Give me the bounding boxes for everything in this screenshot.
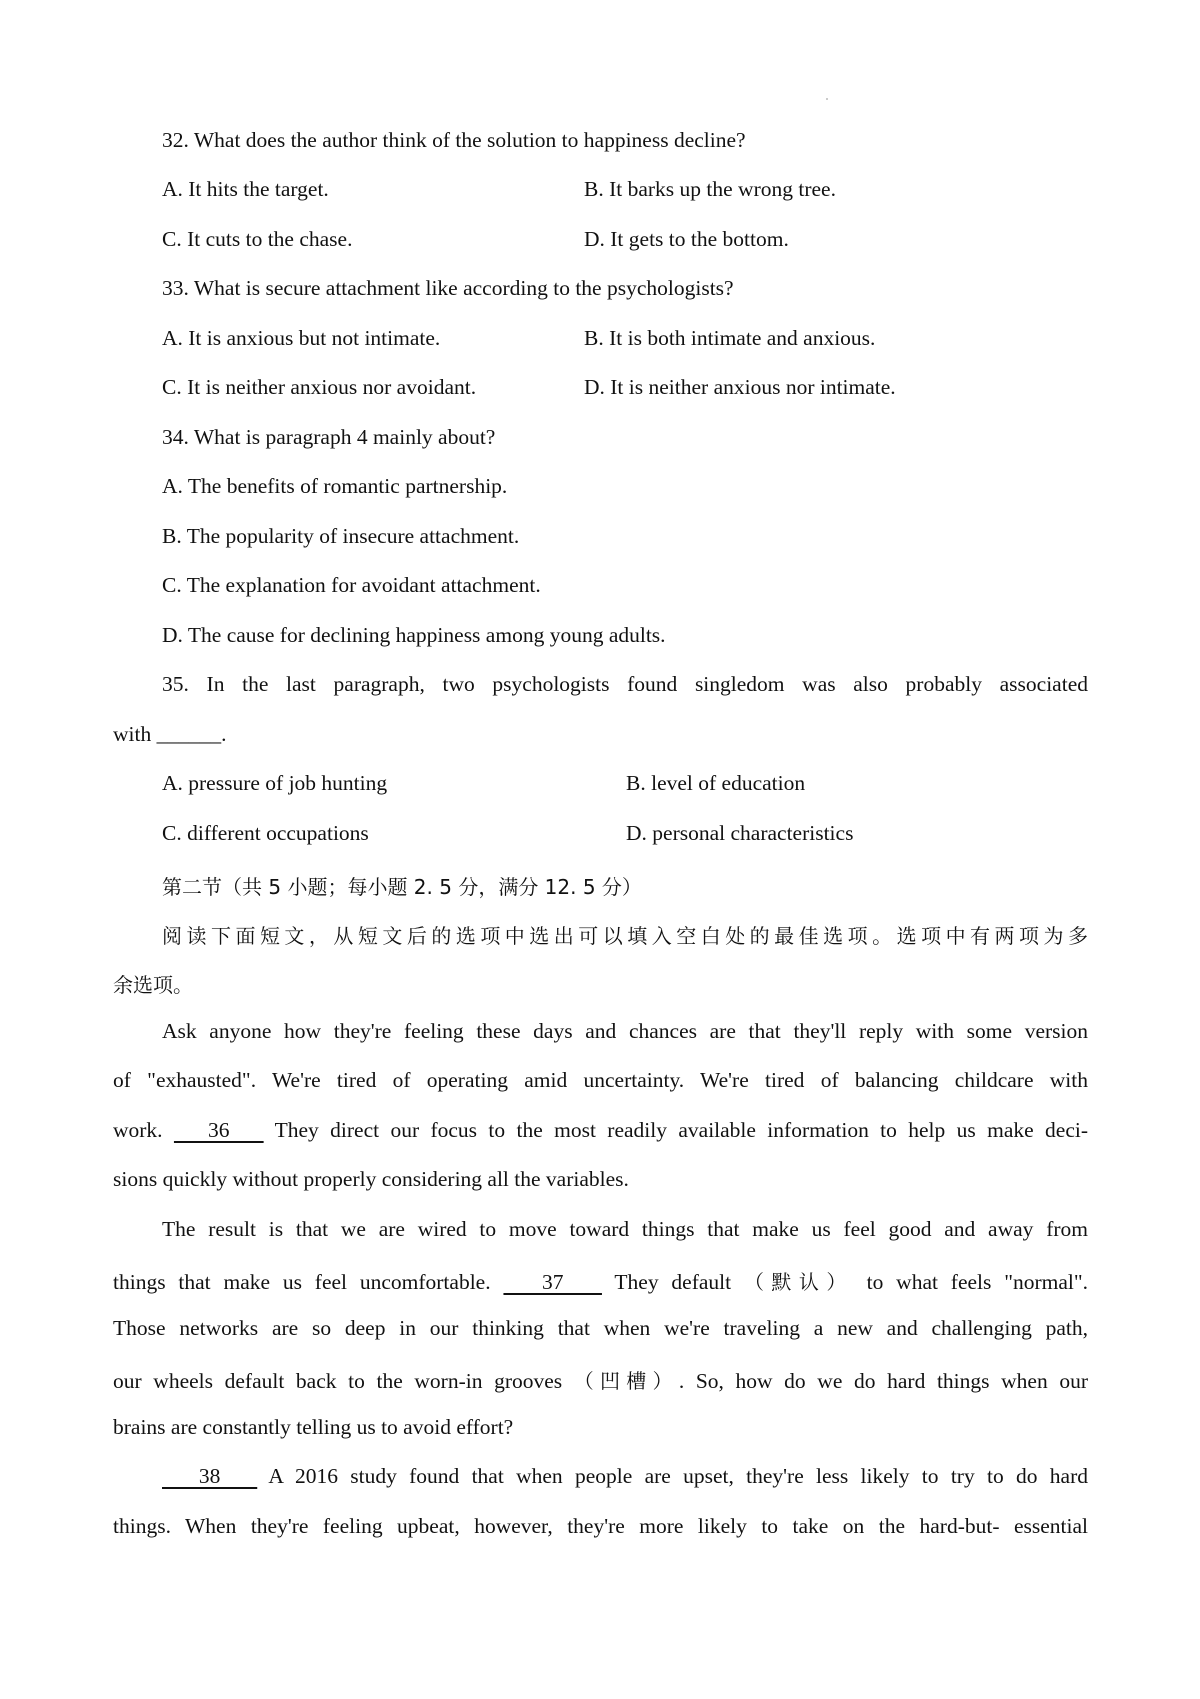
passage-p2-line1: The result is that we are wired to move toward things that make us feel good and away from <box>162 1217 1088 1241</box>
question-33-option-a: A. It is anxious but not intimate. <box>162 326 441 350</box>
question-33-stem: 33. What is secure attachment like according to the psychologists? <box>162 276 734 300</box>
section-2-instruction-line1: 阅读下面短文，从短文后的选项中选出可以填入空白处的最佳选项。选项中有两项为多 <box>162 924 1088 948</box>
question-35-with: with <box>113 722 152 746</box>
passage-p2-line4-start: our wheels default back to the worn-in grooves <box>113 1369 563 1393</box>
question-33-option-b: B. It is both intimate and anxious. <box>584 326 876 350</box>
passage-p2-line2 <box>113 1266 1088 1295</box>
question-34-stem: 34. What is paragraph 4 mainly about? <box>162 425 496 449</box>
blank-38: 38 <box>162 1464 258 1488</box>
passage-p1-line1: Ask anyone how they're feeling these days and chances are that they'll reply with some version <box>162 1019 1088 1043</box>
blank-36: 36 <box>173 1118 264 1142</box>
passage-p1-line3-rest: They direct our focus to the most readily available information to help us make deci- <box>274 1118 1089 1142</box>
passage-p1-line4: sions quickly without properly considering all the variables. <box>113 1167 629 1191</box>
question-35-option-b: B. level of education <box>626 771 806 795</box>
passage-p2-line2-start: things that make us feel uncomfortable. <box>113 1270 491 1294</box>
question-34-option-a: A. The benefits of romantic partnership. <box>162 474 508 498</box>
passage-p2-line4 <box>113 1365 1088 1394</box>
passage-p2-line2-mid: They default <box>614 1270 732 1294</box>
passage-p2-line4-end: . So, how do we do hard things when our <box>678 1369 1088 1393</box>
section-2-instruction-line2: 余选项。 <box>113 973 193 997</box>
question-35-option-a: A. pressure of job hunting <box>162 771 388 795</box>
question-32-option-b: B. It barks up the wrong tree. <box>584 177 836 201</box>
question-35-option-c: C. different occupations <box>162 821 369 845</box>
question-35-stem-line1: 35. In the last paragraph, two psychologists found singledom was also probably associated <box>162 672 1088 696</box>
question-32-option-c: C. It cuts to the chase. <box>162 227 353 251</box>
passage-work: work. <box>113 1118 163 1142</box>
scan-speck <box>826 98 828 100</box>
question-35-period: . <box>221 722 227 746</box>
passage-p2-line2-end: to what feels "normal". <box>866 1270 1089 1294</box>
passage-p3-line1 <box>162 1464 1088 1489</box>
gloss-grooves: （凹槽） <box>573 1369 679 1393</box>
question-34-option-b: B. The popularity of insecure attachment. <box>162 524 520 548</box>
question-32-option-d: D. It gets to the bottom. <box>584 227 789 251</box>
section-2-heading: 第二节（共 5 小题；每小题 2. 5 分，满分 12. 5 分） <box>162 875 642 899</box>
question-33-option-c: C. It is neither anxious nor avoidant. <box>162 375 477 399</box>
question-34-option-c: C. The explanation for avoidant attachment. <box>162 573 541 597</box>
question-32-option-a: A. It hits the target. <box>162 177 329 201</box>
question-35-blank: ______ <box>156 722 222 746</box>
passage-p3-line1-rest: A 2016 study found that when people are upset, they're less likely to try to do hard <box>268 1464 1088 1488</box>
question-35-stem-line2 <box>113 722 226 747</box>
passage-p3-line2: things. When they're feeling upbeat, however, they're more likely to take on the hard-but- essential <box>113 1514 1088 1538</box>
blank-37: 37 <box>503 1270 602 1294</box>
passage-p2-line3: Those networks are so deep in our thinking that when we're traveling a new and challenging path, <box>113 1316 1088 1340</box>
question-35-option-d: D. personal characteristics <box>626 821 854 845</box>
question-32-stem: 32. What does the author think of the solution to happiness decline? <box>162 128 746 152</box>
gloss-default: （默认） <box>743 1270 854 1294</box>
passage-p1-line2: of "exhausted". We're tired of operating amid uncertainty. We're tired of balancing childcare with <box>113 1068 1088 1092</box>
question-34-option-d: D. The cause for declining happiness among young adults. <box>162 623 666 647</box>
passage-p1-line3 <box>113 1118 1088 1143</box>
passage-p2-line5: brains are constantly telling us to avoid effort? <box>113 1415 514 1439</box>
question-33-option-d: D. It is neither anxious nor intimate. <box>584 375 896 399</box>
